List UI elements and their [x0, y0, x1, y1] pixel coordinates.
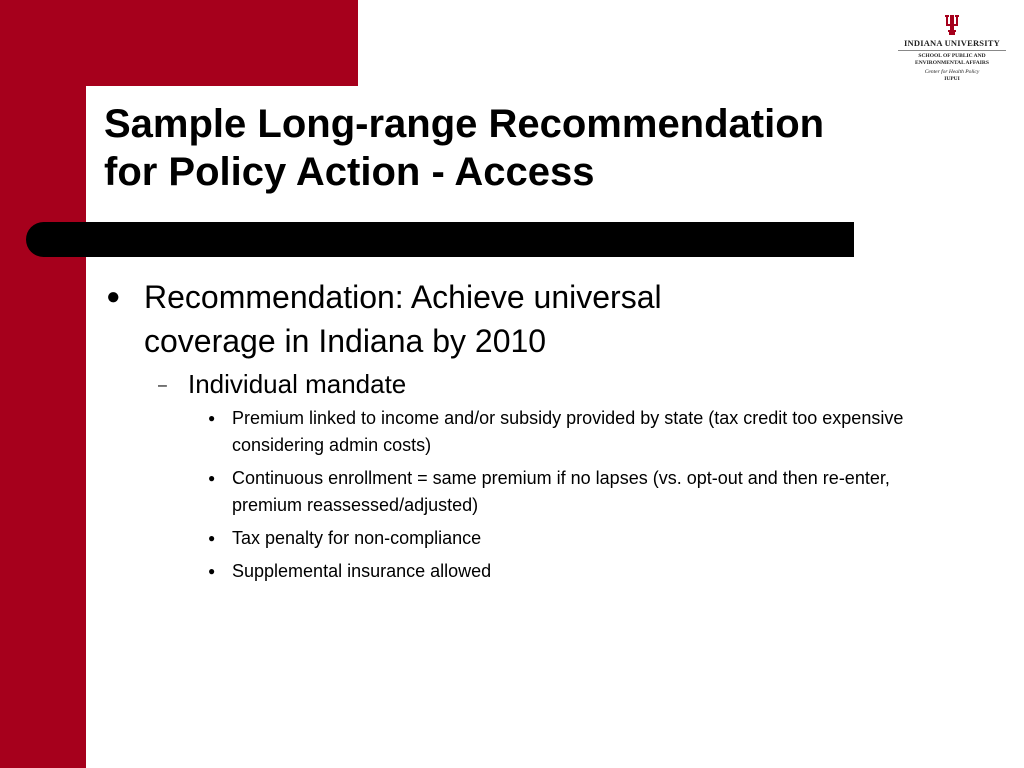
bullet-recommendation — [104, 275, 964, 363]
bullet-dot-icon: ● — [208, 564, 216, 578]
logo-divider — [898, 50, 1006, 51]
logo-center-name: Center for Health Policy — [924, 69, 980, 75]
indiana-university-logo — [892, 14, 1012, 83]
bullet-dot-icon: ● — [106, 283, 121, 310]
logo-campus: IUPUI — [944, 76, 960, 82]
iu-trident-icon — [944, 14, 960, 36]
bullet-dot-icon: ● — [208, 411, 216, 425]
bullet-dot-icon: ● — [208, 531, 216, 545]
detail-bullet-text: Tax penalty for non-compliance — [232, 528, 482, 548]
logo-university-name: INDIANA UNIVERSITY — [904, 38, 1000, 48]
logo-school-line-1: SCHOOL OF PUBLIC AND — [918, 53, 986, 59]
bullet-dot-icon: ● — [208, 471, 216, 485]
detail-bullet-item — [104, 405, 952, 459]
sub-bullet-text: Individual mandate — [188, 369, 407, 399]
slide-title-line-2: for Policy Action - Access — [104, 150, 595, 194]
bullet-recommendation-line-2: coverage in Indiana by 2010 — [144, 323, 547, 359]
detail-bullet-text: Continuous enrollment = same premium if no lapses (vs. opt-out and then re-enter, premium reassessed/adjusted) — [232, 468, 890, 515]
crimson-top-band — [86, 0, 358, 86]
bullet-recommendation-line-1: Recommendation: Achieve universal — [144, 279, 662, 315]
sub-bullet-individual-mandate — [104, 367, 964, 401]
slide-content — [104, 275, 964, 591]
title-divider-bar — [26, 222, 854, 257]
detail-bullet-text: Supplemental insurance allowed — [232, 561, 492, 581]
slide-title — [104, 100, 904, 196]
crimson-side-band — [0, 0, 86, 768]
detail-bullet-list — [104, 405, 964, 585]
logo-school-line-2: ENVIRONMENTAL AFFAIRS — [915, 60, 989, 66]
detail-bullet-item — [104, 558, 952, 585]
slide-title-line-1: Sample Long-range Recommendation — [104, 102, 825, 146]
detail-bullet-item — [104, 465, 952, 519]
detail-bullet-text: Premium linked to income and/or subsidy provided by state (tax credit too expensive considering admin costs) — [232, 408, 904, 455]
dash-bullet-icon: – — [158, 377, 167, 394]
detail-bullet-item — [104, 525, 952, 552]
